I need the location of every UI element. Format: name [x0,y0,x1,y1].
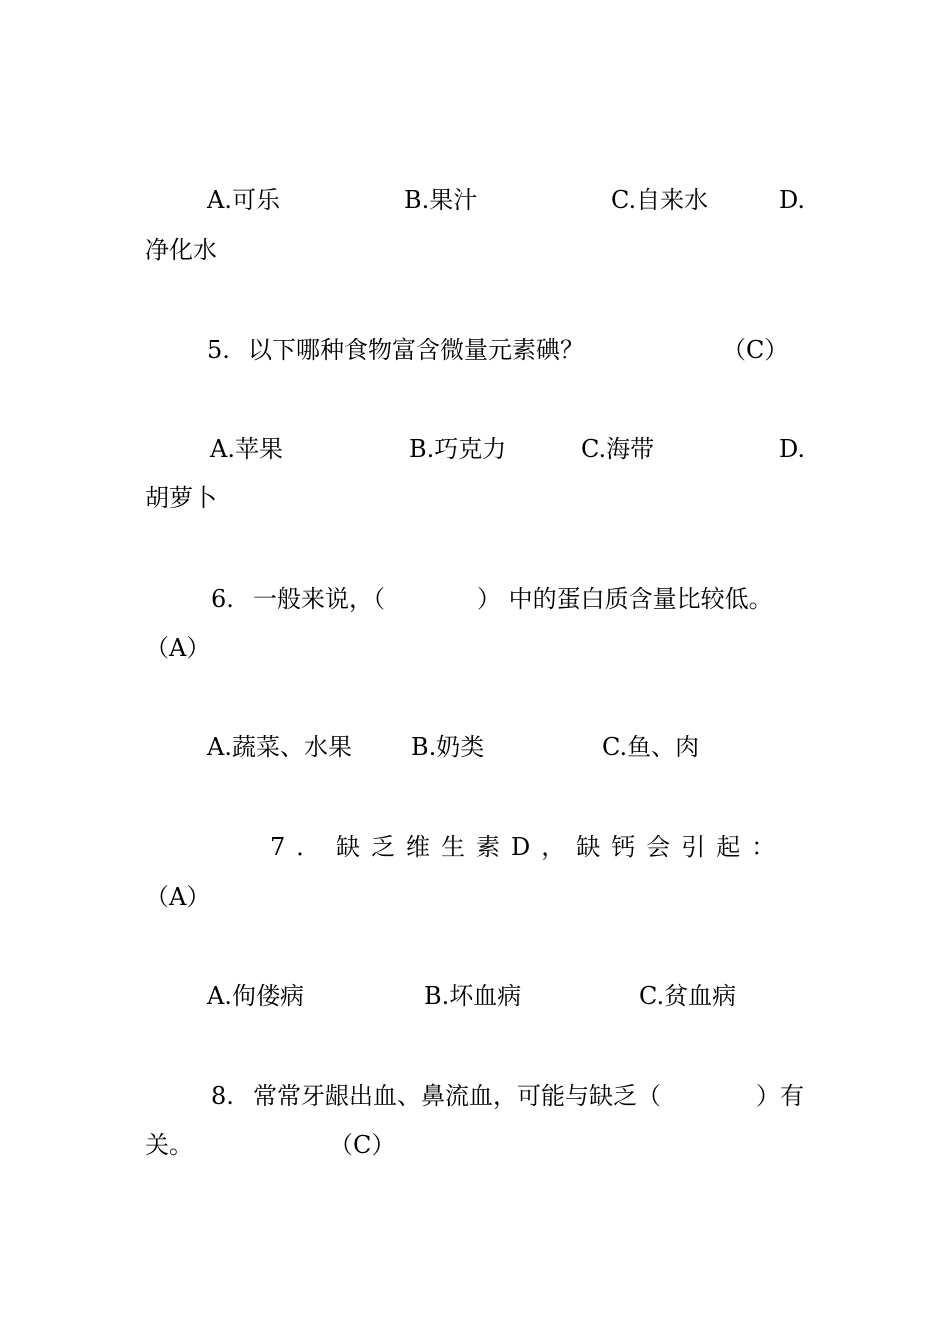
q7-option-b: B.坏血病 [424,982,522,1010]
q7-option-c: C.贫血病 [639,982,737,1010]
q7-answer: （A） [145,883,211,911]
q5-number: 5. [207,336,230,364]
q6-answer: （A） [145,634,211,662]
q4-option-a: A.可乐 [207,186,280,214]
q6-option-a: A.蔬菜、水果 [207,733,352,761]
q8-text-continuation: 关。 [145,1131,193,1159]
q7-number: 7． [270,833,332,861]
q4-option-d: D. [779,186,806,214]
q8-text-after: ）有 [756,1082,804,1110]
q5-answer: （C） [722,336,789,364]
q8-text: 常常牙龈出血、鼻流血，可能与缺乏（ [253,1082,661,1110]
q7-text: 缺乏维生素D，缺钙会引起： [336,833,787,861]
q7-option-a: A.佝偻病 [207,982,304,1010]
q5-option-b: B.巧克力 [409,435,507,463]
q5-option-d: D. [779,435,806,463]
q6-text-after: ） 中的蛋白质含量比较低。 [477,585,773,613]
q6-option-c: C.鱼、肉 [602,733,700,761]
q5-text: 以下哪种食物富含微量元素碘？ [248,336,584,364]
q6-number: 6. [211,585,234,613]
q8-number: 8. [211,1082,234,1110]
q6-option-b: B.奶类 [411,733,485,761]
q5-option-a: A.苹果 [210,435,283,463]
q6-text-before: 一般来说，（ [253,585,385,613]
q4-option-b: B.果汁 [404,186,478,214]
q5-option-c: C.海带 [581,435,655,463]
q8-answer: （C） [329,1131,396,1159]
q4-option-d-text: 净化水 [145,236,217,264]
q4-option-c: C.自来水 [611,186,709,214]
q5-option-d-text: 胡萝卜 [145,484,217,512]
